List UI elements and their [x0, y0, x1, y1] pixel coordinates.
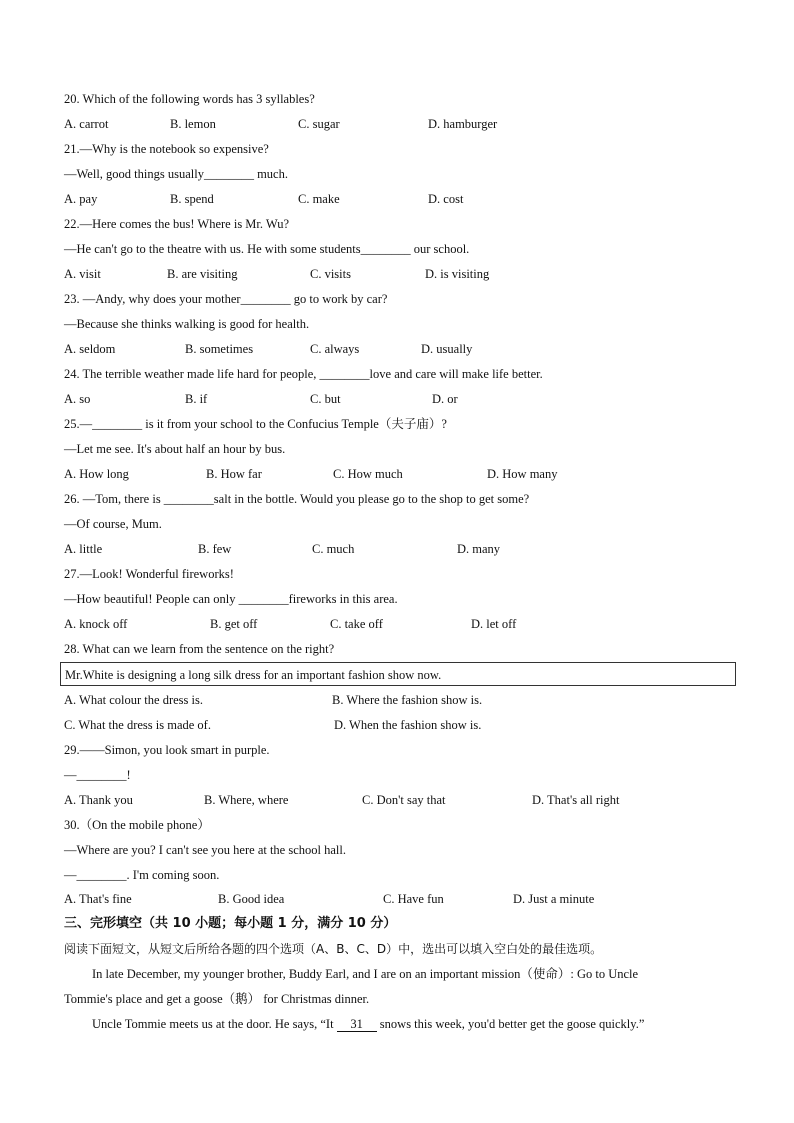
passage-line-3 — [92, 1016, 644, 1032]
q24-option-d: D. or — [432, 392, 458, 406]
q28-stem: 28. What can we learn from the sentence on the right? — [64, 642, 335, 656]
q22-option-a: A. visit — [64, 267, 101, 281]
q24-stem: 24. The terrible weather made life hard for people, ________love and care will make life better. — [64, 367, 543, 381]
q26-option-c: C. much — [312, 542, 355, 556]
q28-option-b: B. Where the fashion show is. — [332, 693, 483, 707]
q26-reply: —Of course, Mum. — [64, 517, 162, 531]
passage-line-3-end: snows this week, you'd better get the goose quickly.” — [376, 1017, 645, 1031]
blank-31: 31 — [337, 1017, 377, 1032]
q25-reply: —Let me see. It's about half an hour by bus. — [64, 442, 286, 456]
q30-option-a: A. That's fine — [64, 892, 132, 906]
q20-stem: 20. Which of the following words has 3 syllables? — [64, 92, 315, 106]
q27-option-b: B. get off — [210, 617, 258, 631]
q20-option-c: C. sugar — [298, 117, 340, 131]
q28-boxed-sentence — [60, 662, 736, 686]
q26-option-b: B. few — [198, 542, 232, 556]
q22-reply: —He can't go to the theatre with us. He with some students________ our school. — [64, 242, 470, 256]
passage-line-1: In late December, my younger brother, Buddy Earl, and I are on an important mission（使命）: Go to Uncle — [92, 967, 639, 981]
section-3-instruction: 阅读下面短文，从短文后所给各题的四个选项（A、B、C、D）中，选出可以填入空白处的最佳选项。 — [64, 942, 603, 956]
q28-boxed-text: Mr.White is designing a long silk dress for an important fashion show now. — [65, 668, 442, 682]
q23-option-b: B. sometimes — [185, 342, 254, 356]
q21-option-b: B. spend — [170, 192, 214, 206]
q22-option-d: D. is visiting — [425, 267, 490, 281]
q22-stem: 22.—Here comes the bus! Where is Mr. Wu? — [64, 217, 290, 231]
q30-dialog-1: —Where are you? I can't see you here at the school hall. — [64, 843, 346, 857]
q30-option-b: B. Good idea — [218, 892, 285, 906]
q29-option-d: D. That's all right — [532, 793, 620, 807]
q23-option-c: C. always — [310, 342, 360, 356]
q25-stem: 25.—________ is it from your school to the Confucius Temple（夫子庙）? — [64, 417, 447, 431]
q27-option-a: A. knock off — [64, 617, 128, 631]
q30-stem: 30.（On the mobile phone） — [64, 818, 210, 832]
q29-stem: 29.——Simon, you look smart in purple. — [64, 743, 270, 757]
q28-option-c: C. What the dress is made of. — [64, 718, 211, 732]
q26-stem: 26. —Tom, there is ________salt in the bottle. Would you please go to the shop to get some? — [64, 492, 530, 506]
q25-option-b: B. How far — [206, 467, 262, 481]
q23-option-a: A. seldom — [64, 342, 116, 356]
q23-reply: —Because she thinks walking is good for health. — [64, 317, 310, 331]
q30-option-c: C. Have fun — [383, 892, 444, 906]
q24-option-c: C. but — [310, 392, 341, 406]
q21-stem: 21.—Why is the notebook so expensive? — [64, 142, 269, 156]
q23-stem: 23. —Andy, why does your mother________ go to work by car? — [64, 292, 388, 306]
q26-option-a: A. little — [64, 542, 103, 556]
q29-reply: —________! — [64, 768, 131, 782]
q22-option-b: B. are visiting — [167, 267, 238, 281]
section-3-heading: 三、完形填空（共 10 小题；每小题 1 分，满分 10 分） — [64, 916, 397, 931]
q27-stem: 27.—Look! Wonderful fireworks! — [64, 567, 234, 581]
q21-option-d: D. cost — [428, 192, 464, 206]
q21-option-c: C. make — [298, 192, 340, 206]
q30-dialog-2: —________. I'm coming soon. — [64, 868, 220, 882]
q27-reply: —How beautiful! People can only ________fireworks in this area. — [64, 592, 398, 606]
q24-option-b: B. if — [185, 392, 208, 406]
q21-reply: —Well, good things usually________ much. — [64, 167, 288, 181]
q22-option-c: C. visits — [310, 267, 351, 281]
q30-option-d: D. Just a minute — [513, 892, 595, 906]
q26-option-d: D. many — [457, 542, 501, 556]
q25-option-c: C. How much — [333, 467, 403, 481]
q25-option-d: D. How many — [487, 467, 558, 481]
q20-option-d: D. hamburger — [428, 117, 498, 131]
q27-option-c: C. take off — [330, 617, 383, 631]
q29-option-c: C. Don't say that — [362, 793, 446, 807]
q29-option-a: A. Thank you — [64, 793, 133, 807]
q29-option-b: B. Where, where — [204, 793, 289, 807]
q28-option-d: D. When the fashion show is. — [334, 718, 482, 732]
q27-option-d: D. let off — [471, 617, 517, 631]
q23-option-d: D. usually — [421, 342, 473, 356]
q24-option-a: A. so — [64, 392, 91, 406]
q20-option-b: B. lemon — [170, 117, 216, 131]
passage-line-3-start: Uncle Tommie meets us at the door. He says, “It — [92, 1017, 337, 1031]
q20-option-a: A. carrot — [64, 117, 109, 131]
q25-option-a: A. How long — [64, 467, 129, 481]
q21-option-a: A. pay — [64, 192, 98, 206]
passage-line-2: Tommie's place and get a goose（鹅） for Christmas dinner. — [64, 992, 370, 1006]
q28-option-a: A. What colour the dress is. — [64, 693, 203, 707]
